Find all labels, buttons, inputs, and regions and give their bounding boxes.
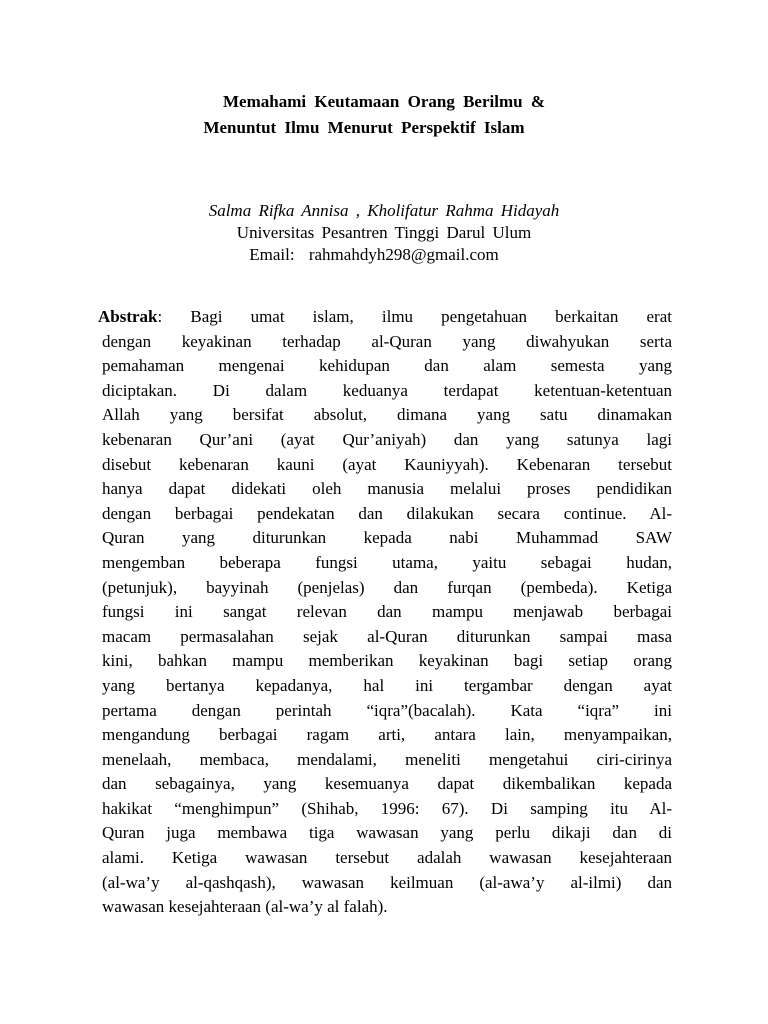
abstract-line: fungsi ini sangat relevan dan mampu menjawab berbagai (102, 602, 672, 622)
abstract-line: (petunjuk), bayyinah (penjelas) dan furqan (pembeda). Ketiga (102, 577, 672, 597)
abstract (98, 305, 672, 920)
abstract-line: hakikat “menghimpun” (Shihab, 1996: 67). Di samping itu Al- (102, 798, 672, 818)
abstract-label: Abstrak (98, 307, 158, 326)
email-label: Email: (249, 245, 295, 264)
abstract-line: dengan keyakinan terhadap al-Quran yang diwahyukan serta (102, 331, 672, 351)
abstract-line: hanya dapat didekati oleh manusia melalui proses pendidikan (102, 479, 672, 499)
email-address: rahmahdyh298@gmail.com (308, 245, 499, 264)
abstract-line: (al-wa’y al-qashqash), wawasan keilmuan (al-awa’y al-ilmi) dan (102, 872, 672, 892)
abstract-line: pemahaman mengenai kehidupan dan alam semesta yang (102, 356, 672, 376)
abstract-line: dan sebagainya, yang kesemuanya dapat dikembalikan kepada (102, 774, 672, 794)
abstract-line: menelaah, membaca, mendalami, meneliti mengetahui ciri-cirinya (102, 749, 672, 769)
email-line (0, 245, 768, 265)
abstract-line: Quran yang diturunkan kepada nabi Muhammad SAW (102, 528, 672, 548)
abstract-line: pertama dengan perintah “iqra”(bacalah). Kata “iqra” ini (102, 700, 672, 720)
abstract-line-text: Bagi umat islam, ilmu pengetahuan berkaitan erat (162, 307, 672, 326)
abstract-separator: : (157, 307, 163, 326)
abstract-line: mengemban beberapa fungsi utama, yaitu sebagai hudan, (102, 552, 672, 572)
abstract-line: kini, bahkan mampu memberikan keyakinan bagi setiap orang (102, 651, 672, 671)
abstract-line: yang bertanya kepadanya, hal ini tergambar dengan ayat (102, 675, 672, 695)
abstract-line: Allah yang bersifat absolut, dimana yang satu dinamakan (102, 405, 672, 425)
abstract-line: macam permasalahan sejak al-Quran diturunkan sampai masa (102, 626, 672, 646)
affiliation: Universitas Pesantren Tinggi Darul Ulum (236, 223, 532, 242)
abstract-line: mengandung berbagai ragam arti, antara lain, menyampaikan, (102, 725, 672, 745)
author-names: Salma Rifka Annisa , Kholifatur Rahma Hidayah (208, 201, 560, 220)
title-line-1: Memahami Keutamaan Orang Berilmu & (223, 92, 545, 111)
abstract-line: dengan berbagai pendekatan dan dilakukan secara continue. Al- (102, 503, 672, 523)
abstract-line: wawasan kesejahteraan (al-wa’y al falah). (102, 897, 388, 917)
abstract-line (98, 305, 672, 330)
abstract-line: diciptakan. Di dalam keduanya terdapat ketentuan-ketentuan (102, 380, 672, 400)
abstract-line: alami. Ketiga wawasan tersebut adalah wawasan kesejahteraan (102, 848, 672, 868)
abstract-line: Quran juga membawa tiga wawasan yang perlu dikaji dan di (102, 823, 672, 843)
title-line-2: Menuntut Ilmu Menurut Perspektif Islam (203, 118, 525, 137)
abstract-line: disebut kebenaran kauni (ayat Kauniyyah). Kebenaran tersebut (102, 454, 672, 474)
abstract-line: kebenaran Qur’ani (ayat Qur’aniyah) dan yang satunya lagi (102, 429, 672, 449)
